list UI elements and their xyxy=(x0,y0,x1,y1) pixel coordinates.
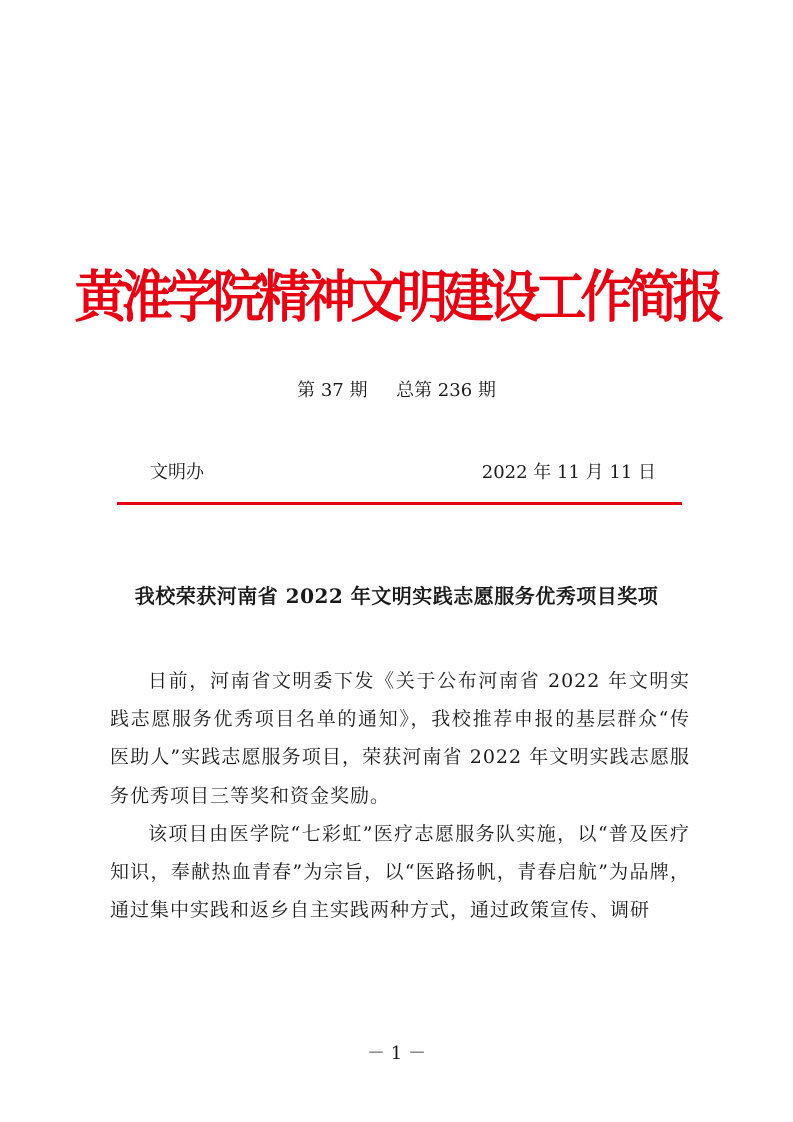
article-body xyxy=(110,662,690,929)
article-paragraph: 该项目由医学院“七彩虹”医疗志愿服务队实施，以“普及医疗知识，奉献热血青春”为宗旨，以“医路扬帆，青春启航”为品牌，通过集中实践和返乡自主实践两种方式，通过政策宣传、调研 xyxy=(110,822,690,922)
masthead-title: 黄淮学院精神文明建设工作简报 xyxy=(74,264,719,331)
page-number: － 1 － xyxy=(367,1043,426,1064)
issue-number: 第 37 期 总第 236 期 xyxy=(297,380,496,401)
article-title: 我校荣获河南省 2022 年文明实践志愿服务优秀项目奖项 xyxy=(134,584,659,608)
issuer-office: 文明办 xyxy=(150,462,204,483)
article-paragraph: 日前，河南省文明委下发《关于公布河南省 2022 年文明实践志愿服务优秀项目名单的通知》，我校推荐申报的基层群众“传医助人”实践志愿服务项目，荣获河南省 2022 年文明实践志愿服务优秀项目三等奖和资金奖励。 xyxy=(110,670,690,807)
red-divider xyxy=(117,502,682,505)
issue-date: 2022 年 11 月 11 日 xyxy=(481,462,656,483)
